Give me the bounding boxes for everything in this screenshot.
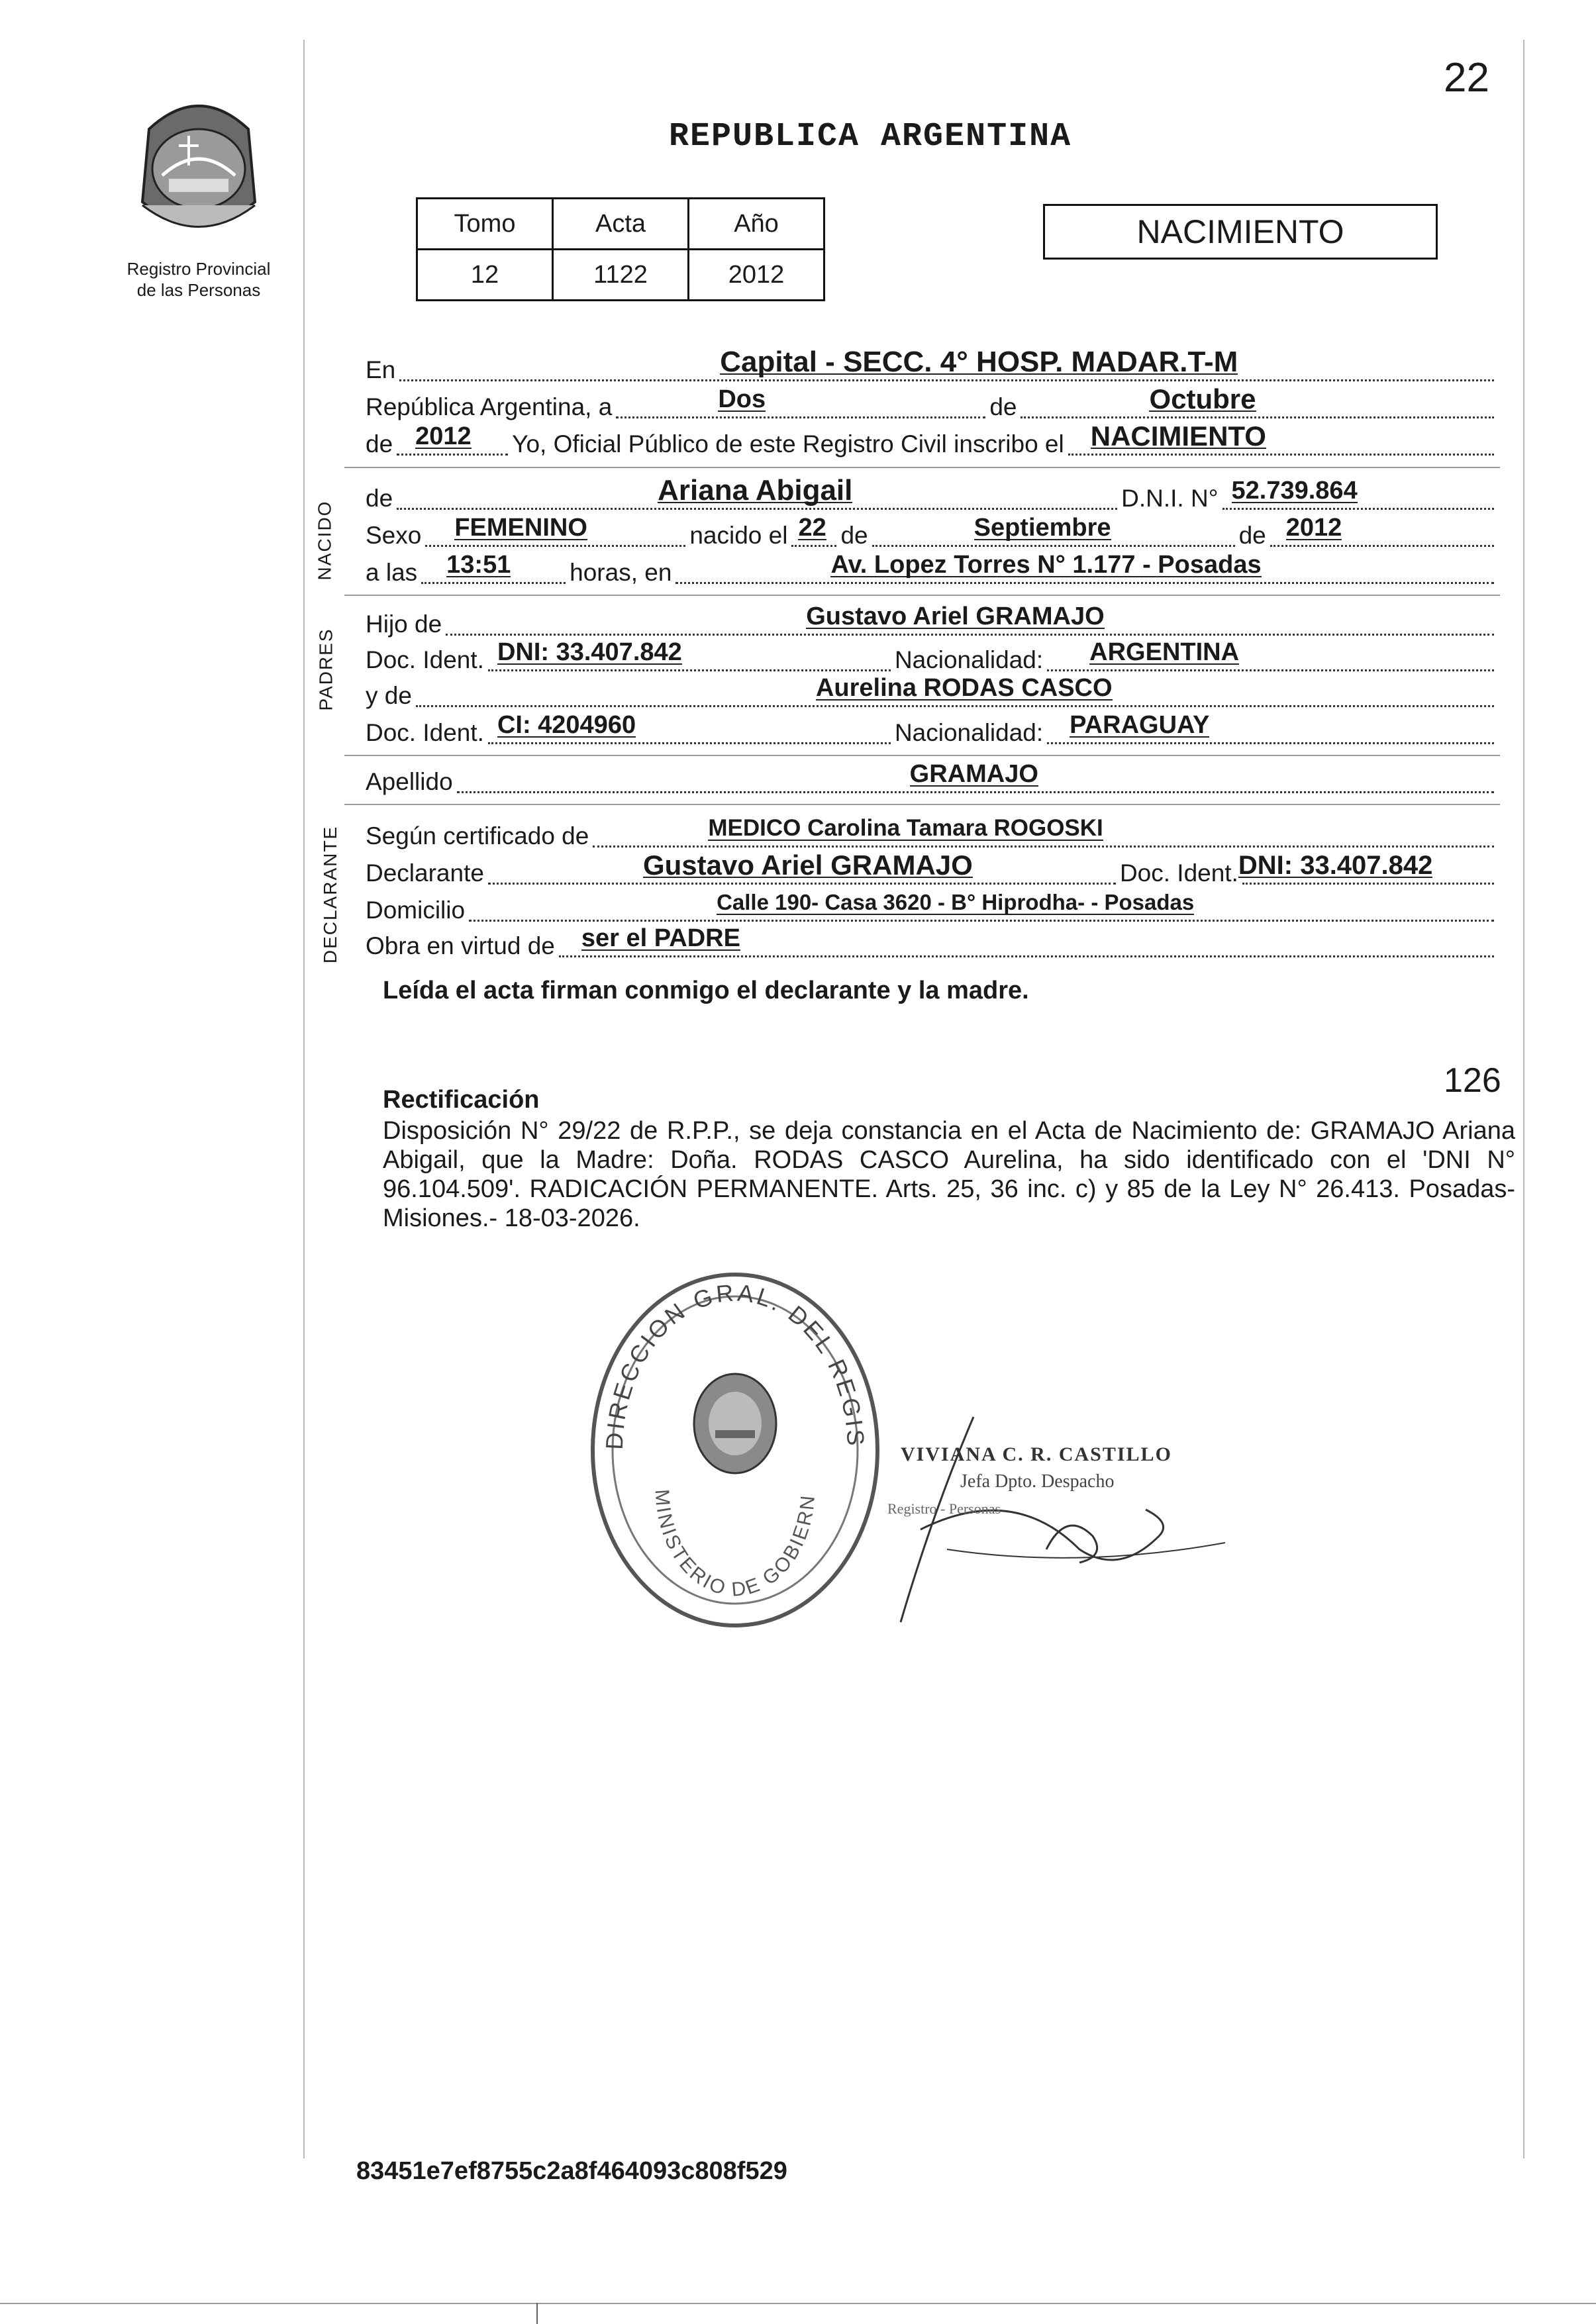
rectificacion-title: Rectificación <box>383 1086 540 1114</box>
nacido-line-3 <box>366 552 1498 587</box>
signature-line3: Registro - Personas <box>887 1500 1001 1517</box>
nacido-line-1 <box>366 474 1498 512</box>
nacido-el-label: nacido el <box>689 522 788 549</box>
mother-doc: CI: 4204960 <box>497 711 636 739</box>
registry-caption-line1: Registro Provincial <box>126 259 271 279</box>
header-ano: Año <box>689 199 824 250</box>
domicilio-value: Calle 190- Casa 3620 - B° Hiprodha- - Posadas <box>717 890 1195 914</box>
intro-line-3: de 2012 Yo, Oficial Público de este Registro Civil inscribo el NACIMIENTO <box>366 424 1498 458</box>
intro-line-2 <box>366 383 1498 421</box>
section-label-nacido: NACIDO <box>314 500 335 581</box>
separator-4 <box>344 804 1500 805</box>
declarante-label: Declarante <box>366 859 484 887</box>
mother-nationality: PARAGUAY <box>1070 711 1210 739</box>
header-tomo: Tomo <box>417 199 553 250</box>
header-acta: Acta <box>553 199 689 250</box>
declarante-line-1 <box>366 816 1498 850</box>
obra-label: Obra en virtud de <box>366 932 555 959</box>
en-label: En <box>366 356 396 383</box>
separator-2 <box>344 595 1500 596</box>
rectificacion-text: Disposición N° 29/22 de R.P.P., se deja constancia en el Acta de Nacimiento de: GRAMAJO Ariana Abigail, que la Madre: Doña. RODAS CASCO Aurelina, ha sido identificado con el 'DNI N° 96.104.509'. RADICACIÓN PERMANENTE. Arts. 25, 36 inc. c) y 85 de la Ley N° 26.413. Posadas- Misiones.- 18-03-2026. <box>383 1117 1515 1232</box>
a-las-label: a las <box>366 559 418 586</box>
birth-day: 22 <box>798 514 826 542</box>
y-de-label: y de <box>366 682 412 709</box>
de-label-3: de <box>1238 522 1266 549</box>
apellido-line <box>366 761 1498 796</box>
child-dni: 52.739.864 <box>1231 477 1358 505</box>
horas-label: horas, en <box>570 559 672 586</box>
birth-time: 13:51 <box>446 551 511 579</box>
value-ano: 2012 <box>689 250 824 301</box>
nacido-de-label: de <box>366 485 393 512</box>
mother-doc-label: Doc. Ident. <box>366 719 484 746</box>
country-title: REPUBLICA ARGENTINA <box>669 118 1072 156</box>
official-seal <box>583 1265 887 1635</box>
year-value: 2012 <box>415 422 472 450</box>
page-number: 22 <box>1444 55 1489 101</box>
apellido-value: GRAMAJO <box>909 760 1038 788</box>
padres-line-2 <box>366 640 1498 674</box>
intro-line-1 <box>366 346 1498 384</box>
separator-1 <box>344 467 1500 468</box>
value-tomo: 12 <box>417 250 553 301</box>
registry-caption <box>99 258 298 301</box>
birth-year: 2012 <box>1285 514 1342 542</box>
section-label-declarante: DECLARANTE <box>320 825 341 964</box>
separator-3 <box>344 755 1500 756</box>
section-label-padres: PADRES <box>315 628 336 711</box>
apellido-label: Apellido <box>366 768 453 795</box>
sexo-label: Sexo <box>366 522 422 549</box>
day-value: Dos <box>718 385 766 413</box>
domicilio-label: Domicilio <box>366 896 466 924</box>
sexo-value: FEMENINO <box>454 514 587 542</box>
svg-text:DIRECCION GRAL. DEL REGISTRO P: DIRECCION GRAL. DEL REGIS <box>600 1279 870 1451</box>
declarante-line-3 <box>366 890 1498 924</box>
left-margin-line <box>303 40 305 2158</box>
act-type-value: NACIMIENTO <box>1090 420 1266 452</box>
father-doc-label: Doc. Ident. <box>366 646 484 673</box>
signature-line1: VIVIANA C. R. CASTILLO <box>901 1443 1172 1465</box>
rectificacion-number: 126 <box>1444 1061 1501 1100</box>
record-type-box: NACIMIENTO <box>1043 204 1438 260</box>
certificado-value: MEDICO Carolina Tamara ROGOSKI <box>708 815 1103 841</box>
mother-name: Aurelina RODAS CASCO <box>815 674 1113 702</box>
father-nationality-label: Nacionalidad: <box>894 646 1044 673</box>
declarante-line-2 <box>366 849 1498 887</box>
birth-address: Av. Lopez Torres N° 1.177 - Posadas <box>830 551 1262 579</box>
place-value: Capital - SECC. 4° HOSP. MADAR.T-M <box>720 346 1238 378</box>
signature-line2: Jefa Dpto. Despacho <box>960 1471 1115 1492</box>
child-name: Ariana Abigail <box>658 474 853 507</box>
de-label: de <box>989 393 1017 420</box>
declarante-doc-label: Doc. Ident. <box>1119 859 1238 887</box>
bottom-tick <box>536 2303 538 2324</box>
registry-logo <box>123 89 275 255</box>
document-hash: 83451e7ef8755c2a8f464093c808f529 <box>356 2157 787 2185</box>
declarante-doc: DNI: 33.407.842 <box>1238 851 1433 880</box>
father-name: Gustavo Ariel GRAMAJO <box>806 603 1105 630</box>
value-acta: 1122 <box>553 250 689 301</box>
nacido-line-2 <box>366 515 1498 550</box>
bottom-rule <box>0 2303 1596 2304</box>
declarante-line-4 <box>366 926 1498 960</box>
registry-caption-line2: de las Personas <box>136 280 261 300</box>
birth-month: Septiembre <box>973 514 1111 542</box>
mother-nationality-label: Nacionalidad: <box>894 719 1044 746</box>
month-value: Octubre <box>1149 383 1256 414</box>
record-table <box>416 197 825 301</box>
right-margin-line <box>1523 40 1524 2158</box>
father-doc: DNI: 33.407.842 <box>497 638 682 666</box>
certificado-label: Según certificado de <box>366 822 589 849</box>
padres-line-4 <box>366 712 1498 747</box>
padres-line-3 <box>366 675 1498 710</box>
republica-label: República Argentina, a <box>366 393 613 420</box>
padres-line-1 <box>366 604 1498 638</box>
inscribo-text: Yo, Oficial Público de este Registro Civil inscribo el <box>512 430 1064 458</box>
svg-text:MINISTERIO DE GOBIERNO: MINISTERIO DE GOBIERN <box>650 1488 820 1601</box>
declarante-name: Gustavo Ariel GRAMAJO <box>642 849 973 881</box>
father-nationality: ARGENTINA <box>1089 638 1240 666</box>
signature <box>881 1377 1225 1629</box>
de-label-2: de <box>840 522 868 549</box>
closing-text: Leída el acta firman conmigo el declarante y la madre. <box>383 977 1029 1004</box>
obra-value: ser el PADRE <box>581 924 740 952</box>
dni-label: D.N.I. N° <box>1121 485 1219 512</box>
hijo-label: Hijo de <box>366 610 442 638</box>
